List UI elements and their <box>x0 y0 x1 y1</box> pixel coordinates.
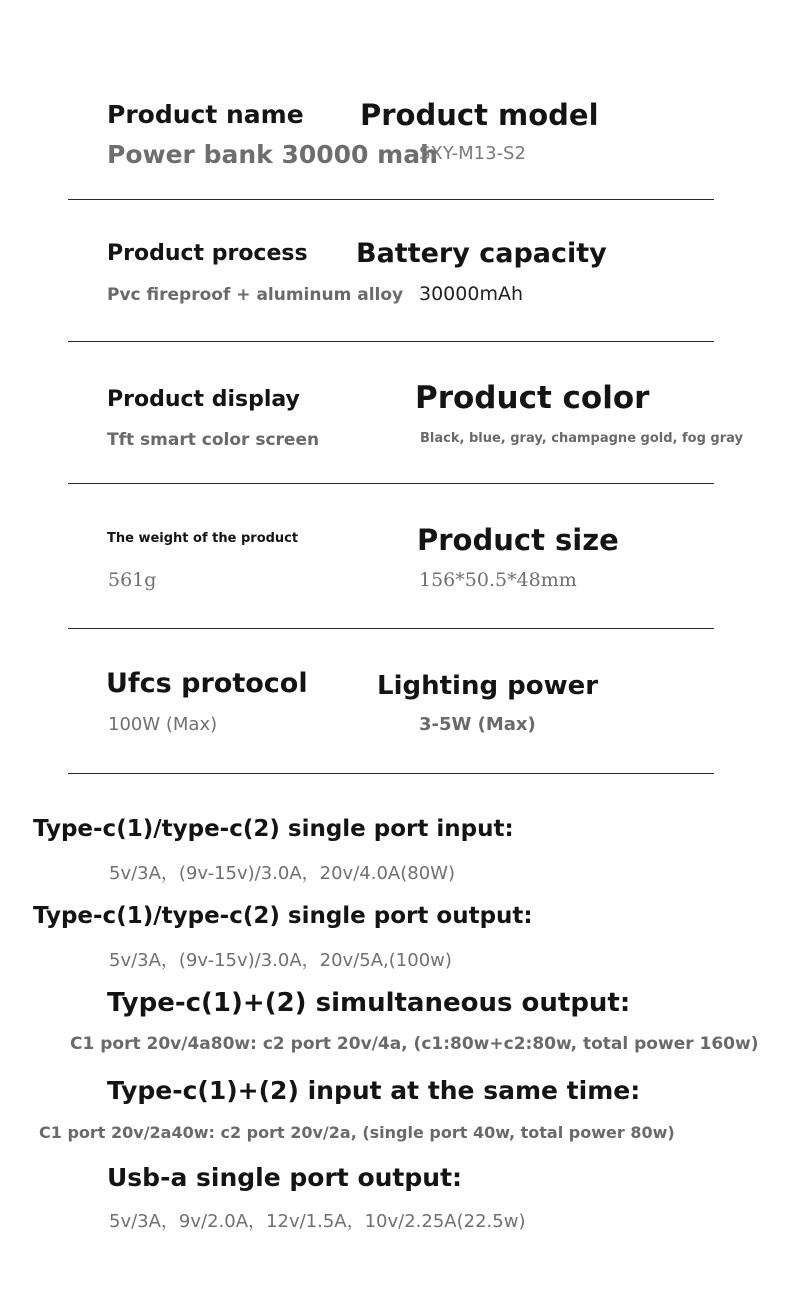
single-port-input-label: Type-c(1)/type-c(2) single port input: <box>33 816 514 842</box>
product-color-label: Product color <box>415 380 650 416</box>
simultaneous-output-value: C1 port 20v/4a80w: c2 port 20v/4a, (c1:80w+c2:80w, total power 160w) <box>70 1034 759 1054</box>
usb-a-output-value: 5v/3A，9v/2.0A，12v/1.5A，10v/2.25A(22.5w) <box>109 1211 526 1232</box>
product-display-label: Product display <box>107 387 300 412</box>
divider <box>68 483 714 484</box>
product-size-value: 156*50.5*48mm <box>419 569 577 591</box>
simultaneous-input-value: C1 port 20v/2a40w: c2 port 20v/2a, (single port 40w, total power 80w) <box>39 1123 675 1142</box>
product-process-label: Product process <box>107 241 308 266</box>
lighting-power-label: Lighting power <box>377 671 599 701</box>
weight-label: The weight of the product <box>107 531 299 546</box>
weight-value: 561g <box>108 569 157 591</box>
product-process-value: Pvc fireproof + aluminum alloy <box>107 285 404 305</box>
product-size-label: Product size <box>417 523 619 557</box>
single-port-input-value: 5v/3A，(9v-15v)/3.0A，20v/4.0A(80W) <box>109 863 455 884</box>
lighting-power-value: 3-5W (Max) <box>419 714 536 735</box>
divider <box>68 199 714 200</box>
ufcs-protocol-value: 100W (Max) <box>108 714 218 735</box>
simultaneous-input-label: Type-c(1)+(2) input at the same time: <box>107 1076 641 1105</box>
divider <box>68 773 714 774</box>
single-port-output-label: Type-c(1)/type-c(2) single port output: <box>33 903 533 929</box>
simultaneous-output-label: Type-c(1)+(2) simultaneous output: <box>107 988 631 1018</box>
usb-a-output-label: Usb-a single port output: <box>107 1163 463 1192</box>
divider <box>68 341 714 342</box>
product-display-value: Tft smart color screen <box>107 430 320 450</box>
battery-capacity-value: 30000mAh <box>419 283 523 305</box>
product-model-value: SXY-M13-S2 <box>419 143 526 164</box>
product-name-label: Product name <box>107 100 304 129</box>
product-name-value: Power bank 30000 mah <box>107 140 438 169</box>
product-color-value: Black, blue, gray, champagne gold, fog gray <box>420 431 743 446</box>
divider <box>68 628 714 629</box>
ufcs-protocol-label: Ufcs protocol <box>106 668 308 699</box>
battery-capacity-label: Battery capacity <box>356 238 607 269</box>
single-port-output-value: 5v/3A，(9v-15v)/3.0A，20v/5A,(100w) <box>109 950 452 971</box>
product-model-label: Product model <box>360 98 599 132</box>
